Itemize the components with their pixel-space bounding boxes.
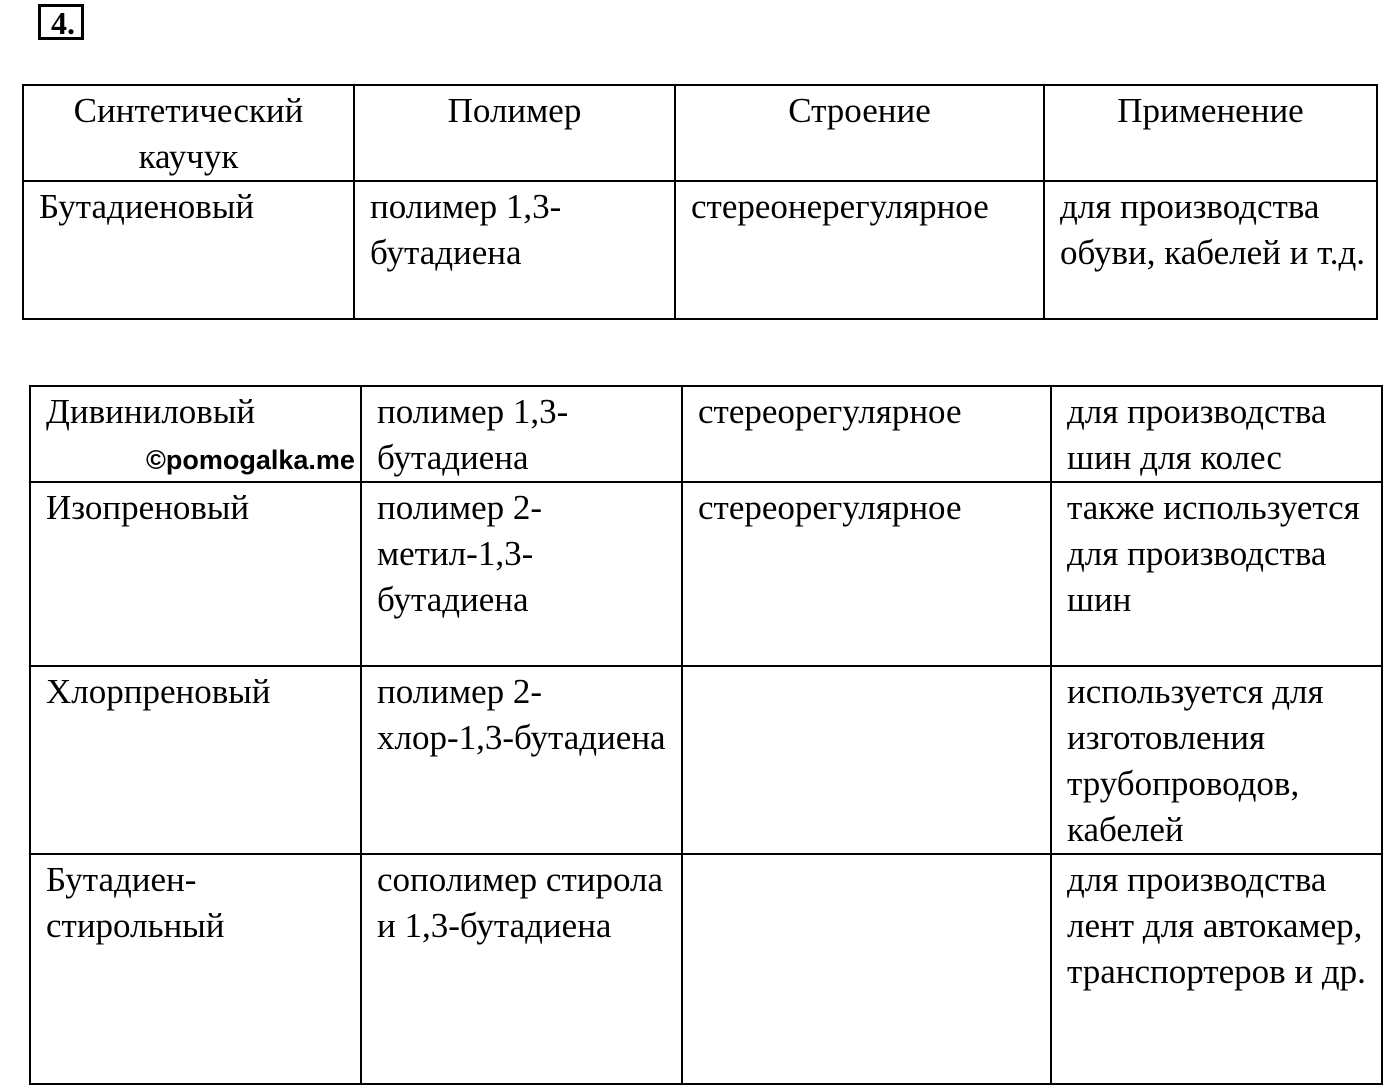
rubber-table-header	[22, 84, 1378, 320]
cell-application: для производства лент для автокамер, транспортеров и др.	[1051, 854, 1382, 1084]
rubber-table-continued	[29, 385, 1383, 1085]
cell-polymer: полимер 1,3-бутадиена	[361, 386, 682, 482]
table-row	[23, 181, 1377, 319]
cell-polymer: полимер 1,3-бутадиена	[354, 181, 675, 319]
cell-polymer: сополимер стирола и 1,3-бутадиена	[361, 854, 682, 1084]
header-cell-structure: Строение	[675, 85, 1044, 181]
cell-application: используется для изготовления трубопроводов, кабелей	[1051, 666, 1382, 854]
cell-application: также используется для производства шин	[1051, 482, 1382, 666]
cell-structure: стереорегулярное	[682, 482, 1051, 666]
cell-structure	[682, 854, 1051, 1084]
cell-rubber: Изопреновый	[30, 482, 361, 666]
cell-rubber: Бутадиеновый	[23, 181, 354, 319]
cell-structure: стереонерегулярное	[675, 181, 1044, 319]
header-cell-polymer: Полимер	[354, 85, 675, 181]
cell-rubber: Бутадиен-стирольный	[30, 854, 361, 1084]
table-row	[30, 482, 1382, 666]
cell-polymer: полимер 2-метил-1,3-бутадиена	[361, 482, 682, 666]
cell-rubber: Хлорпреновый	[30, 666, 361, 854]
header-cell-rubber: Синтетический каучук	[23, 85, 354, 181]
cell-structure: стереорегулярное	[682, 386, 1051, 482]
cell-structure	[682, 666, 1051, 854]
header-row	[23, 85, 1377, 181]
cell-rubber: Дивиниловый	[30, 386, 361, 482]
table-row	[30, 666, 1382, 854]
cell-application: для производства шин для колес	[1051, 386, 1382, 482]
cell-application: для производства обуви, кабелей и т.д.	[1044, 181, 1377, 319]
task-number: 4.	[38, 4, 84, 40]
watermark: ©pomogalka.me	[146, 445, 355, 475]
cell-polymer: полимер 2-хлор-1,3-бутадиена	[361, 666, 682, 854]
header-cell-application: Применение	[1044, 85, 1377, 181]
table-row	[30, 854, 1382, 1084]
